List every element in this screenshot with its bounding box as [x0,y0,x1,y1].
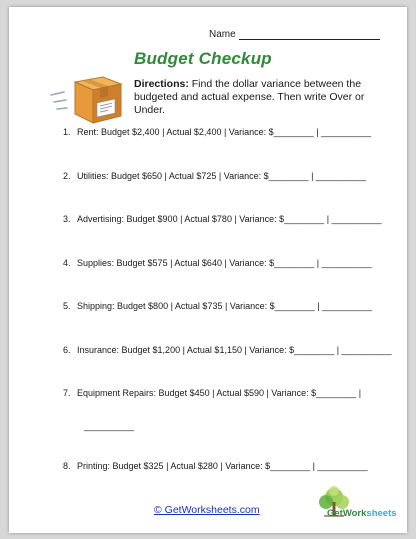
question-number: 6. [63,345,71,355]
logo-text-sheets: sheets [366,508,397,519]
getworksheets-logo-text [327,508,397,519]
question-number: 8. [63,461,71,471]
question-text: Rent: Budget $2,400 | Actual $2,400 | Variance: $________ | __________ [77,127,372,137]
directions-text [134,78,382,117]
question-text: Shipping: Budget $800 | Actual $735 | Variance: $________ | __________ [77,301,373,311]
question-5 [63,301,372,311]
question-4 [63,258,372,268]
question-text: Equipment Repairs: Budget $450 | Actual $590 | Variance: $________ | [77,388,362,398]
question-8 [63,461,368,471]
question-number: 2. [63,171,71,181]
question-text: Supplies: Budget $575 | Actual $640 | Variance: $________ | __________ [77,258,372,268]
question-text: Printing: Budget $325 | Actual $280 | Variance: $________ | __________ [77,461,368,471]
getworksheets-link[interactable]: © GetWorksheets.com [154,504,260,516]
question-1 [63,127,371,137]
question-3 [63,214,382,224]
question-text: Insurance: Budget $1,200 | Actual $1,150 | Variance: $________ | __________ [77,345,392,355]
question-number: 4. [63,258,71,268]
question-number: 1. [63,127,71,137]
directions-label: Directions: [134,78,189,90]
question-7 [63,388,361,398]
question-number: 3. [63,214,71,224]
question-text: Advertising: Budget $900 | Actual $780 | Variance: $________ | __________ [77,214,382,224]
question-7-answer-blank: __________ [84,421,135,431]
worksheet-page [9,7,407,533]
question-text: Utilities: Budget $650 | Actual $725 | Variance: $________ | __________ [77,171,367,181]
question-number: 5. [63,301,71,311]
question-6 [63,345,392,355]
question-2 [63,171,366,181]
name-label: Name [209,29,236,40]
name-field [209,29,380,40]
package-box-icon [49,73,127,125]
name-blank-line[interactable] [239,31,380,40]
question-number: 7. [63,388,71,398]
directions-body: Find the dollar variance between the budgeted and actual expense. Then write Over or Under. [134,78,365,116]
worksheet-title: Budget Checkup [134,49,272,68]
logo-text-get: GetWork [327,508,367,519]
